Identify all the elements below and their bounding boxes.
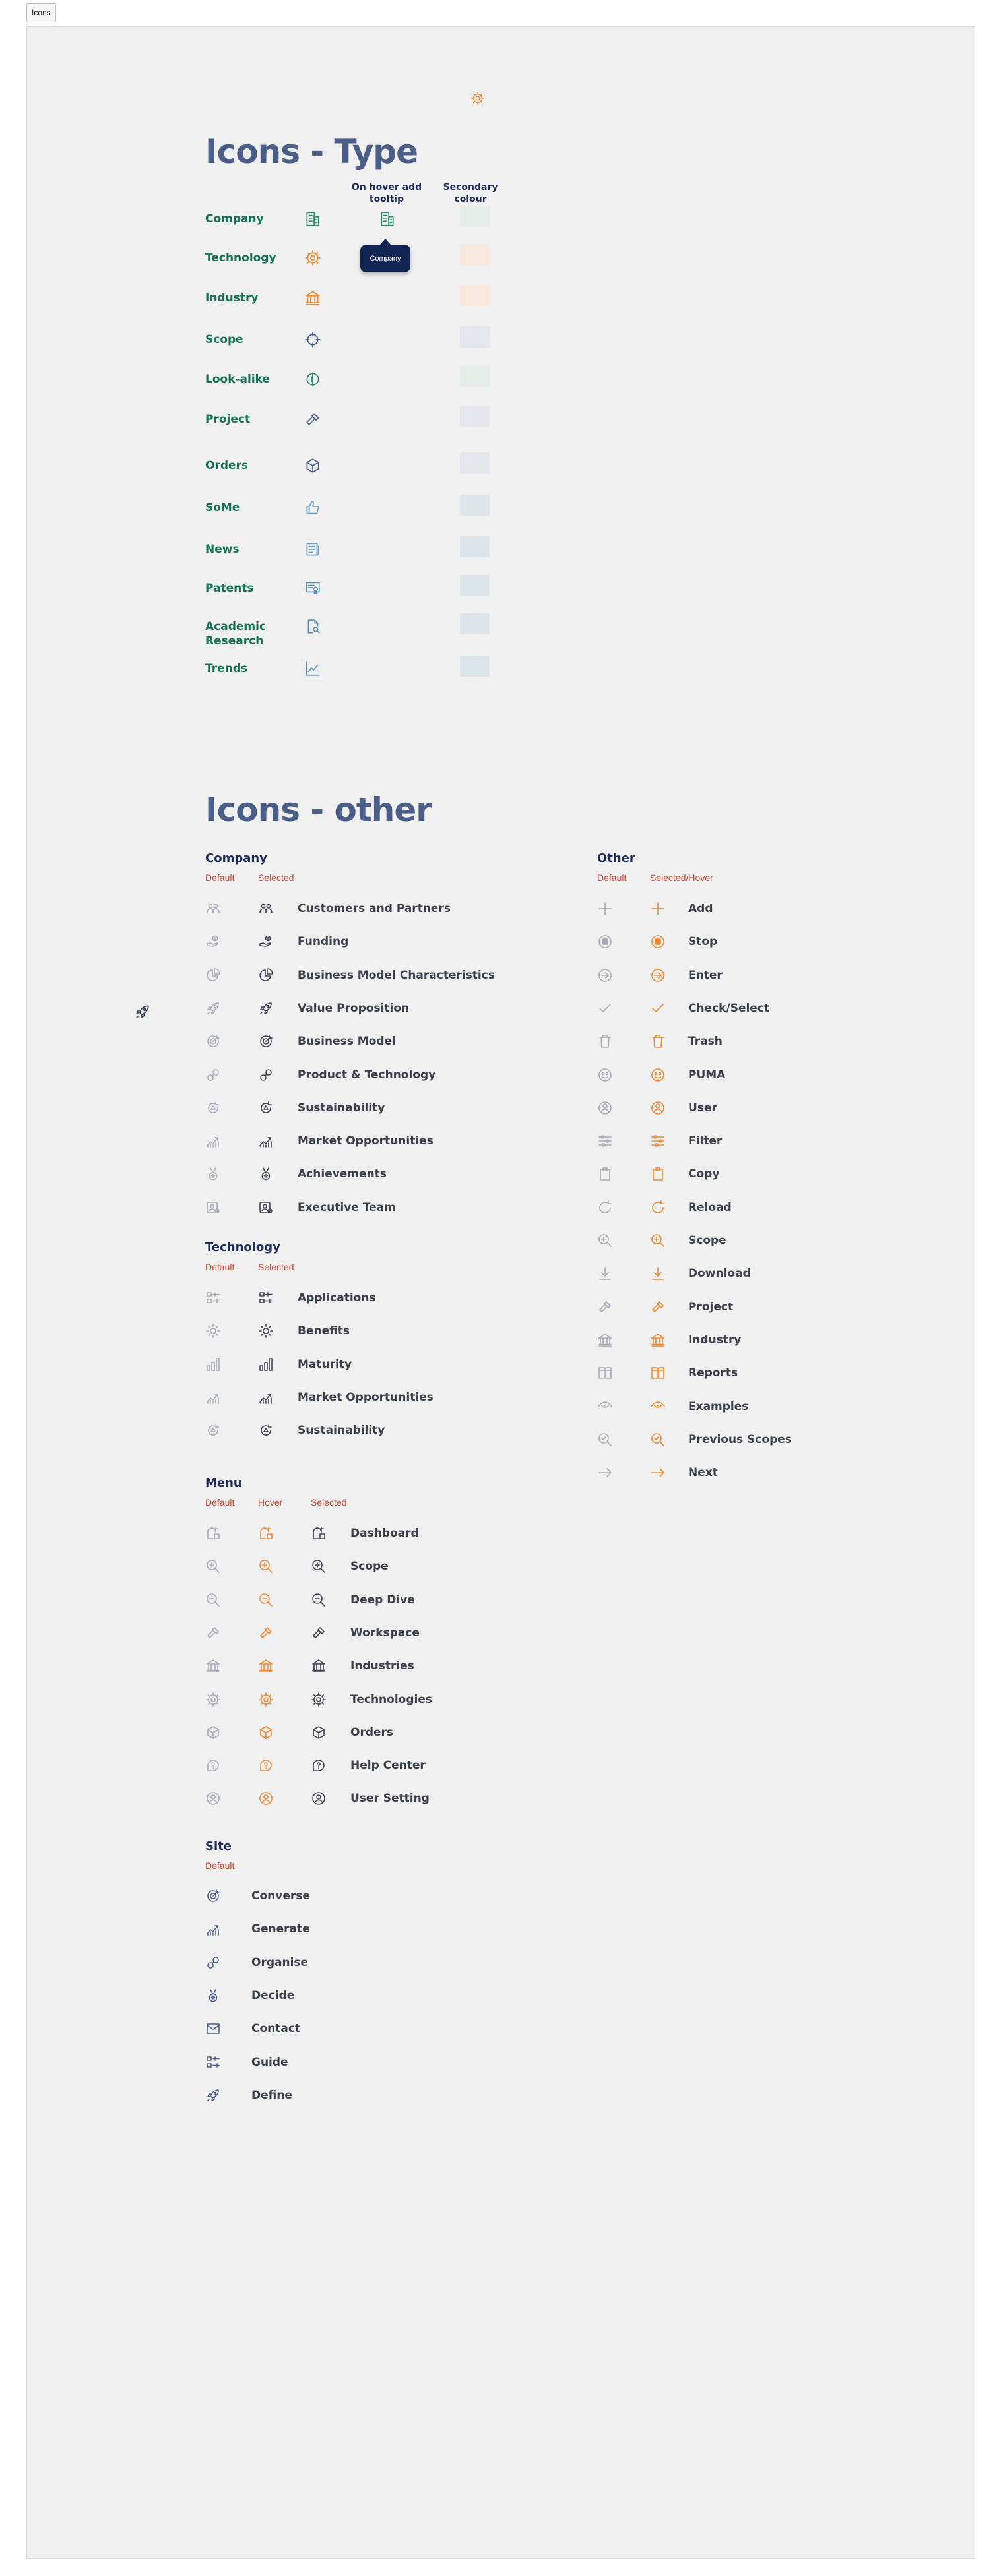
company-item-label: Customers and Partners — [298, 902, 451, 915]
secondary-colour-swatch — [460, 366, 490, 387]
icons-artboard — [26, 26, 975, 2559]
help-icon[interactable] — [311, 1758, 327, 1773]
hammer-icon[interactable] — [311, 1625, 327, 1641]
market-icon[interactable] — [205, 1921, 221, 1937]
rocket-icon[interactable] — [258, 1000, 274, 1016]
menu-item-label: User Setting — [350, 1792, 430, 1806]
sun-icon[interactable] — [205, 1323, 221, 1339]
site-col-default: Default — [205, 1860, 235, 1871]
search-plus-icon[interactable] — [311, 1558, 327, 1574]
misc-item-label: User — [688, 1101, 717, 1115]
market-icon[interactable] — [205, 1133, 221, 1149]
medal-icon[interactable] — [205, 1166, 221, 1182]
check-icon[interactable] — [650, 1000, 666, 1016]
company-item-label: Value Proposition — [298, 1001, 410, 1015]
tooltip: Company — [360, 245, 410, 272]
medal-icon[interactable] — [205, 1988, 221, 2004]
menu-heading: Menu — [205, 1476, 242, 1490]
hammer-icon[interactable] — [597, 1299, 613, 1315]
user-filled-icon[interactable] — [597, 1100, 613, 1116]
company-item-label: Sustainability — [298, 1101, 385, 1115]
trash-icon[interactable] — [597, 1033, 613, 1049]
type-label: Technology — [205, 251, 276, 264]
target-icon[interactable] — [205, 1033, 221, 1049]
trash-icon[interactable] — [650, 1033, 666, 1049]
gear-icon — [304, 249, 321, 266]
cube-icon[interactable] — [258, 1725, 274, 1740]
secondary-colour-swatch — [460, 326, 490, 348]
bank-icon — [304, 290, 321, 307]
funding-icon[interactable] — [205, 934, 221, 950]
type-label: Orders — [205, 459, 249, 472]
gear-icon[interactable] — [205, 1692, 221, 1707]
puma-icon[interactable] — [597, 1067, 613, 1083]
reload-icon[interactable] — [650, 1200, 666, 1215]
stop-icon[interactable] — [597, 934, 613, 950]
person-card-icon[interactable] — [258, 1200, 274, 1215]
company-item-label: Funding — [298, 935, 349, 949]
book-icon[interactable] — [597, 1365, 613, 1381]
people-icon[interactable] — [205, 901, 221, 917]
type-label: SoMe — [205, 501, 240, 514]
column-header-secondary: Secondary colour — [443, 182, 498, 204]
misc-heading: Other — [597, 851, 635, 865]
misc-item-label: Previous Scopes — [688, 1432, 792, 1446]
eye-icon[interactable] — [650, 1399, 666, 1415]
type-label: Industry — [205, 291, 259, 305]
rocket-icon[interactable] — [205, 2087, 221, 2103]
misc-item-label: Reports — [688, 1366, 738, 1380]
bank-icon[interactable] — [311, 1658, 327, 1674]
site-heading: Site — [205, 1839, 232, 1853]
hammer-icon — [304, 411, 321, 428]
user-circle-icon[interactable] — [258, 1791, 274, 1806]
menu-item-label: Scope — [350, 1560, 389, 1574]
site-item-label: Organise — [251, 1955, 309, 1969]
column-header-hover: On hover add tooltip — [351, 182, 422, 204]
menu-col-hover: Hover — [258, 1497, 283, 1508]
site-item-label: Converse — [251, 1889, 310, 1903]
cube-icon[interactable] — [205, 1725, 221, 1740]
certificate-icon — [304, 580, 321, 597]
site-item-label: Contact — [251, 2022, 301, 2036]
misc-col-selected: Selected/Hover — [650, 873, 713, 883]
sun-icon[interactable] — [258, 1323, 274, 1339]
company-item-label: Executive Team — [298, 1200, 396, 1214]
help-icon[interactable] — [205, 1758, 221, 1773]
bank-icon[interactable] — [597, 1332, 613, 1348]
secondary-colour-swatch — [460, 536, 490, 557]
bars-icon[interactable] — [258, 1357, 274, 1372]
person-card-icon[interactable] — [205, 1200, 221, 1215]
gear-icon[interactable] — [258, 1692, 274, 1707]
enter-icon[interactable] — [597, 967, 613, 983]
market-icon[interactable] — [258, 1390, 274, 1405]
check-icon[interactable] — [597, 1000, 613, 1016]
link-icon[interactable] — [205, 1067, 221, 1083]
copy-icon[interactable] — [597, 1166, 613, 1182]
menu-item-label: Workspace — [350, 1626, 420, 1640]
search-plus-icon[interactable] — [650, 1233, 666, 1248]
arrow-right-icon[interactable] — [597, 1465, 613, 1481]
people-icon[interactable] — [258, 901, 274, 917]
search-minus-icon[interactable] — [205, 1592, 221, 1608]
misc-item-label: Filter — [688, 1134, 723, 1148]
plus-icon[interactable] — [597, 901, 613, 917]
menu-item-label: Deep Dive — [350, 1593, 415, 1607]
technology-item-label: Market Opportunities — [298, 1390, 434, 1404]
bank-icon[interactable] — [205, 1658, 221, 1674]
funding-icon[interactable] — [258, 934, 274, 950]
technology-item-label: Benefits — [298, 1324, 350, 1338]
stop-icon[interactable] — [650, 934, 666, 950]
link-icon[interactable] — [205, 1955, 221, 1971]
plus-icon[interactable] — [650, 901, 666, 917]
secondary-colour-swatch — [460, 656, 490, 677]
download-icon[interactable] — [597, 1266, 613, 1281]
puma-icon[interactable] — [650, 1067, 666, 1083]
type-label: Scope — [205, 333, 243, 346]
bank-icon[interactable] — [258, 1658, 274, 1674]
user-circle-icon[interactable] — [311, 1791, 327, 1806]
search-check-icon[interactable] — [650, 1432, 666, 1448]
secondary-colour-swatch — [460, 206, 490, 227]
apps-icon[interactable] — [258, 1290, 274, 1306]
technology-item-label: Sustainability — [298, 1424, 385, 1438]
misc-item-label: Next — [688, 1466, 718, 1480]
paper-search-icon — [304, 618, 321, 635]
newspaper-icon — [304, 541, 321, 558]
gear-icon — [470, 91, 485, 106]
misc-item-label: Examples — [688, 1399, 749, 1413]
pie-icon[interactable] — [205, 967, 221, 983]
type-label: Company — [205, 212, 264, 226]
link-icon[interactable] — [258, 1067, 274, 1083]
building-icon — [304, 210, 321, 228]
secondary-colour-swatch — [460, 613, 490, 634]
user-filled-icon[interactable] — [650, 1100, 666, 1116]
company-col-selected: Selected — [258, 873, 294, 883]
chart-line-icon — [304, 660, 321, 677]
dashboard-icon[interactable] — [258, 1525, 274, 1541]
search-check-icon[interactable] — [597, 1432, 613, 1448]
site-item-label: Guide — [251, 2055, 288, 2069]
split-circle-icon — [304, 371, 321, 388]
filter-icon[interactable] — [597, 1133, 613, 1149]
medal-icon[interactable] — [258, 1166, 274, 1182]
market-icon[interactable] — [258, 1133, 274, 1149]
misc-col-default: Default — [597, 873, 627, 883]
misc-item-label: Industry — [688, 1333, 742, 1347]
company-item-label: Product & Technology — [298, 1068, 436, 1082]
bars-icon[interactable] — [205, 1357, 221, 1372]
menu-col-selected: Selected — [311, 1497, 347, 1508]
hammer-icon[interactable] — [205, 1625, 221, 1641]
menu-item-label: Technologies — [350, 1692, 432, 1706]
recycle-icon[interactable] — [258, 1423, 274, 1438]
menu-item-label: Help Center — [350, 1759, 426, 1773]
technology-heading: Technology — [205, 1241, 280, 1254]
thumbs-up-icon — [304, 499, 321, 516]
gear-icon[interactable] — [311, 1692, 327, 1707]
site-item-label: Define — [251, 2088, 292, 2102]
misc-item-label: PUMA — [688, 1068, 726, 1082]
frame-tag[interactable]: Icons — [26, 3, 56, 22]
mail-icon[interactable] — [205, 2021, 221, 2037]
type-label: Academic Research — [205, 620, 267, 648]
secondary-colour-swatch — [460, 452, 490, 474]
misc-item-label: Scope — [688, 1234, 726, 1247]
search-minus-icon[interactable] — [311, 1592, 327, 1608]
eye-icon[interactable] — [597, 1399, 613, 1415]
misc-item-label: Add — [688, 902, 713, 915]
target-icon[interactable] — [205, 1888, 221, 1904]
dashboard-icon[interactable] — [205, 1525, 221, 1541]
search-plus-icon[interactable] — [205, 1558, 221, 1574]
technology-col-default: Default — [205, 1262, 235, 1272]
type-label: News — [205, 543, 240, 556]
secondary-colour-swatch — [460, 575, 490, 596]
hammer-icon[interactable] — [650, 1299, 666, 1315]
search-minus-icon[interactable] — [258, 1592, 274, 1608]
copy-icon[interactable] — [650, 1166, 666, 1182]
site-item-label: Generate — [251, 1922, 310, 1936]
menu-col-default: Default — [205, 1497, 235, 1508]
apps-icon[interactable] — [205, 2054, 221, 2070]
user-circle-icon[interactable] — [205, 1791, 221, 1806]
download-icon[interactable] — [650, 1266, 666, 1281]
apps-icon[interactable] — [205, 1290, 221, 1306]
company-item-label: Market Opportunities — [298, 1134, 434, 1148]
bank-icon[interactable] — [650, 1332, 666, 1348]
company-col-default: Default — [205, 873, 235, 883]
recycle-icon[interactable] — [205, 1100, 221, 1116]
misc-item-label: Reload — [688, 1200, 732, 1214]
recycle-icon[interactable] — [258, 1100, 274, 1116]
type-label: Patents — [205, 582, 254, 595]
dashboard-icon[interactable] — [311, 1525, 327, 1541]
rocket-icon — [134, 1003, 151, 1020]
company-item-label: Business Model Characteristics — [298, 968, 495, 982]
filter-icon[interactable] — [650, 1133, 666, 1149]
company-item-label: Achievements — [298, 1167, 387, 1181]
building-icon[interactable] — [379, 210, 396, 228]
search-plus-icon[interactable] — [258, 1558, 274, 1574]
type-label: Project — [205, 413, 251, 426]
misc-item-label: Project — [688, 1300, 734, 1314]
reload-icon[interactable] — [597, 1200, 613, 1215]
help-icon[interactable] — [258, 1758, 274, 1773]
book-icon[interactable] — [650, 1365, 666, 1381]
hammer-icon[interactable] — [258, 1625, 274, 1641]
misc-item-label: Trash — [688, 1035, 723, 1049]
secondary-colour-swatch — [460, 285, 490, 306]
type-label: Look-alike — [205, 373, 271, 386]
technology-item-label: Applications — [298, 1291, 376, 1304]
type-label: Trends — [205, 662, 248, 675]
secondary-colour-swatch — [460, 245, 490, 266]
misc-item-label: Stop — [688, 935, 718, 949]
menu-item-label: Orders — [350, 1725, 394, 1739]
company-heading: Company — [205, 851, 267, 865]
misc-item-label: Download — [688, 1267, 751, 1281]
menu-item-label: Industries — [350, 1659, 414, 1673]
rocket-icon[interactable] — [205, 1000, 221, 1016]
secondary-colour-swatch — [460, 495, 490, 516]
company-item-label: Business Model — [298, 1035, 396, 1049]
cube-icon — [304, 457, 321, 474]
menu-item-label: Dashboard — [350, 1527, 419, 1540]
types-title: Icons - Type — [205, 133, 418, 171]
arrow-right-icon[interactable] — [650, 1465, 666, 1481]
enter-icon[interactable] — [650, 967, 666, 983]
misc-item-label: Copy — [688, 1167, 720, 1181]
site-item-label: Decide — [251, 1988, 295, 2002]
misc-item-label: Enter — [688, 968, 723, 982]
recycle-icon[interactable] — [205, 1423, 221, 1438]
pie-icon[interactable] — [258, 967, 274, 983]
technology-col-selected: Selected — [258, 1262, 294, 1272]
target-icon[interactable] — [258, 1033, 274, 1049]
market-icon[interactable] — [205, 1390, 221, 1405]
secondary-colour-swatch — [460, 406, 490, 427]
cube-icon[interactable] — [311, 1725, 327, 1740]
misc-item-label: Check/Select — [688, 1001, 770, 1015]
search-plus-icon[interactable] — [597, 1233, 613, 1248]
technology-item-label: Maturity — [298, 1357, 352, 1371]
crosshair-icon — [304, 331, 321, 348]
other-title: Icons - other — [205, 791, 432, 829]
